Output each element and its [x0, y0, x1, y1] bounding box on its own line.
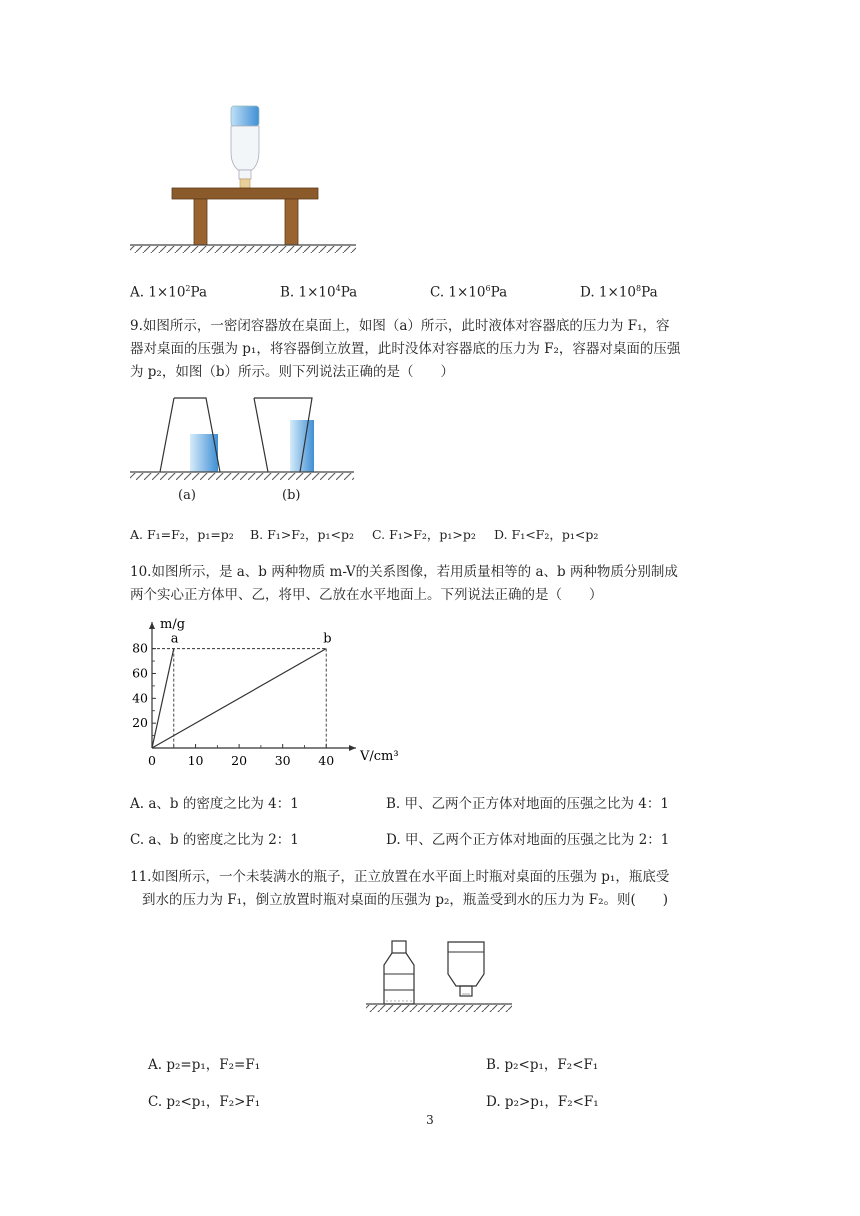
q11-stem-line2: 到水的压力为 F₁，倒立放置时瓶对桌面的压强为 p₂，瓶盖受到水的压力为 F₂。则( ): [142, 892, 669, 908]
y-tick-label: 60: [132, 665, 148, 681]
y-tick-label: 80: [132, 640, 148, 656]
y-axis-arrow: [149, 622, 155, 629]
q9-option-c: C. F₁>F₂，p₁>p₂: [372, 527, 476, 542]
q11-option-a: A. p₂=p₁，F₂=F₁: [148, 1057, 261, 1073]
q8-option-b: B. $1\times 10^4Pa$: [280, 284, 358, 301]
q10-stem-line1: 10.如图所示，是 a、b 两种物质 m-V的关系图像，若用质量相等的 a、b 两种物质分别制成: [130, 564, 678, 580]
series-line-b: [152, 649, 326, 748]
q8-option-a: A. $1\times 10^2Pa$: [130, 284, 208, 301]
page-number: 3: [426, 1113, 434, 1127]
x-tick-label: 40: [318, 753, 335, 768]
q10-stem-line2: 两个实心正方体甲、乙，将甲、乙放在水平地面上。下列说法正确的是（ ）: [130, 587, 603, 603]
q11-option-b: B. p₂<p₁，F₂<F₁: [486, 1057, 599, 1073]
container-figure: [128, 392, 360, 482]
q11-stem-line1: 11.如图所示，一个未装满水的瓶子，正立放置在水平面上时瓶对桌面的压强为 p₁，瓶底受: [130, 869, 670, 885]
q9-stem-line1: 9.如图所示，一密闭容器放在桌面上，如图（a）所示，此时液体对容器底的压力为 F₁，容: [130, 318, 670, 334]
x-tick-label: 0: [148, 753, 156, 768]
q9-option-d: D. F₁<F₂，p₁<p₂: [494, 527, 599, 542]
q9-option-a: A. F₁=F₂，p₁=p₂: [130, 527, 234, 542]
q10-option-b: B. 甲、乙两个正方体对地面的压强之比为 4：1: [386, 796, 669, 812]
q11-option-c: C. p₂<p₁，F₂>F₁: [148, 1094, 261, 1110]
q9-stem-line2: 器对桌面的压强为 p₁，将容器倒立放置，此时没体对容器底的压力为 F₂，容器对桌面的压强: [130, 341, 681, 357]
q8-option-c: C. $1\times 10^6Pa$: [430, 284, 508, 301]
y-tick-label: 40: [132, 690, 148, 706]
y-tick-label: 20: [132, 715, 148, 731]
fig-label-a: (a): [178, 488, 196, 503]
q11-option-d: D. p₂>p₁，F₂<F₁: [486, 1094, 599, 1110]
q8-option-d: D. $1\times 10^8Pa$: [580, 284, 658, 301]
y-axis-label: m/g: [160, 617, 186, 632]
q10-option-a: A. a、b 的密度之比为 4：1: [130, 796, 299, 812]
q9-stem-line3: 为 p₂，如图（b）所示。则下列说法正确的是（ ）: [130, 364, 454, 380]
x-tick-label: 10: [187, 753, 204, 768]
q10-option-c: C. a、b 的密度之比为 2：1: [130, 832, 299, 848]
x-axis-label: V/cm³: [360, 749, 399, 764]
fig-label-b: (b): [282, 488, 301, 503]
series-label-a: a: [170, 631, 179, 647]
q10-option-d: D. 甲、乙两个正方体对地面的压强之比为 2：1: [386, 832, 670, 848]
x-tick-label: 20: [231, 753, 248, 768]
x-tick-label: 30: [274, 753, 291, 768]
bottle-on-bench-figure: [128, 100, 360, 250]
mv-chart: [128, 617, 399, 772]
q9-option-b: B. F₁>F₂，p₁<p₂: [250, 527, 354, 542]
bottles-figure: [364, 938, 514, 1020]
x-axis-arrow: [349, 745, 356, 751]
series-label-b: b: [323, 631, 332, 647]
